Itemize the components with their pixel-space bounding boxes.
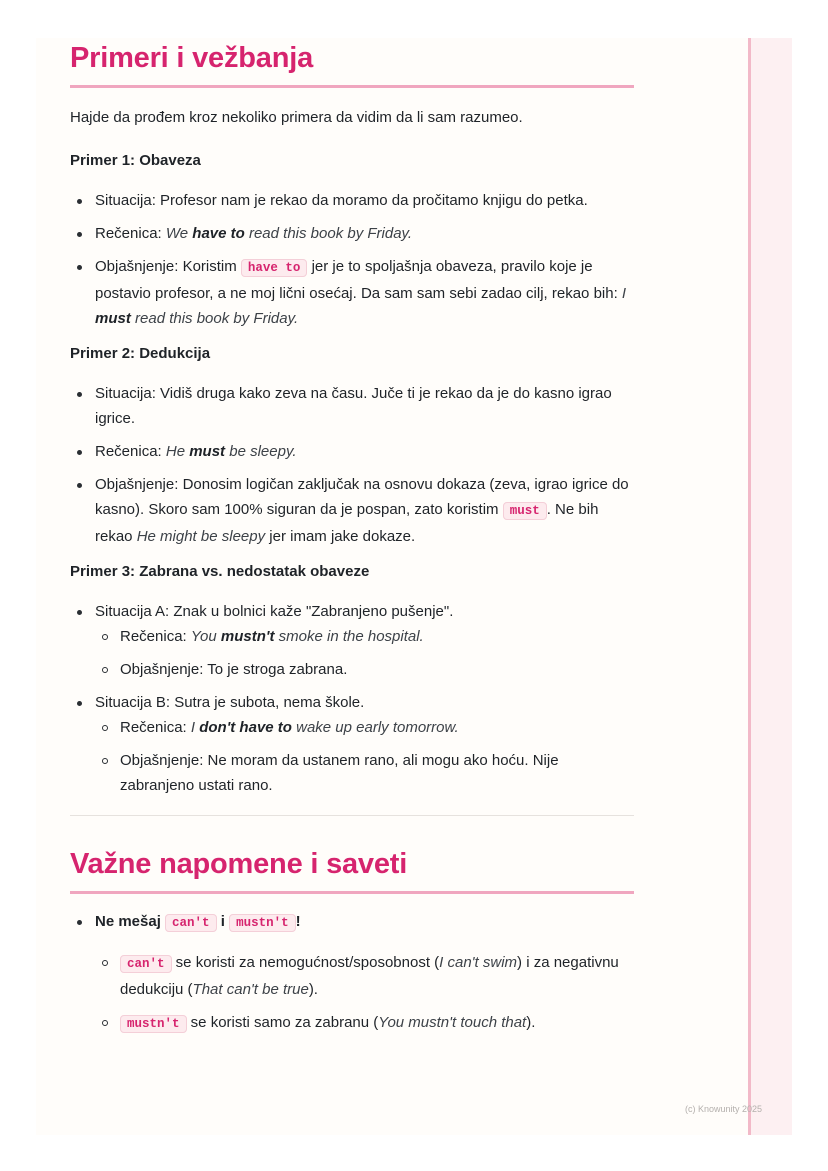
list-item: Objašnjenje: Donosim logičan zaključak na osnovu dokaza (zeva, igrao igrice do kasno). Skoro sam 100% siguran da je pospan, zato koristim must . Ne bih rekao He might be sleepy jer imam jake dokaze. (70, 472, 634, 549)
list-item: can't se koristi za nemogućnost/sposobnost (I can't swim) i za negativnu dedukciju (That can't be true). (95, 950, 634, 1002)
list-item: Rečenica: We have to read this book by Friday. (70, 221, 634, 246)
list-item: Rečenica: He must be sleepy. (70, 439, 634, 464)
list-item: mustn't se koristi samo za zabranu (You mustn't touch that). (95, 1010, 634, 1037)
tips-list (70, 909, 634, 1037)
list-item: Situacija: Vidiš druga kako zeva na času. Juče ti je rekao da je do kasno igrao igrice. (70, 381, 634, 431)
situation-a-sublist (95, 624, 634, 682)
list-item: Rečenica: I don't have to wake up early tomorrow. (95, 715, 634, 740)
code-chip: mustn't (229, 914, 296, 932)
code-chip: can't (120, 955, 172, 973)
code-chip: have to (241, 259, 308, 277)
list-item: Ne mešaj can't i mustn't ! can't se koristi za nemogućnost/sposobnost (I can't swim) i za negativnu dedukciju (That can't be true). mustn't se koristi samo za zabranu (You mustn't touch that). (70, 909, 634, 1037)
page-side-strip (748, 38, 792, 1135)
code-chip: can't (165, 914, 217, 932)
situation-b-sublist (95, 715, 634, 798)
section-title-examples: Primeri i vežbanja (70, 38, 634, 88)
list-item: Objašnjenje: Koristim have to jer je to spoljašnja obaveza, pravilo koje je postavio profesor, a ne moj lični osećaj. Da sam sam sebi zadao cilj, rekao bih: I must read this book by Friday. (70, 254, 634, 331)
code-chip: mustn't (120, 1015, 187, 1033)
copyright-footer: (c) Knowunity 2025 (685, 1104, 763, 1114)
list-item: Situacija B: Sutra je subota, nema škole. Rečenica: I don't have to wake up early tomorrow. Objašnjenje: Ne moram da ustanem rano, ali mogu ako hoću. Nije zabranjeno ustati rano. (70, 690, 634, 798)
example-3-list (70, 599, 634, 798)
code-chip: must (503, 502, 547, 520)
example-1-heading: Primer 1: Obaveza (70, 152, 201, 169)
section-title-tips: Važne napomene i saveti (70, 844, 634, 894)
tips-sublist (95, 950, 634, 1037)
list-item: Objašnjenje: To je stroga zabrana. (95, 657, 634, 682)
list-item: Rečenica: You mustn't smoke in the hospital. (95, 624, 634, 649)
list-item: Situacija A: Znak u bolnici kaže "Zabranjeno pušenje". Rečenica: You mustn't smoke in the hospital. Objašnjenje: To je stroga zabrana. (70, 599, 634, 682)
example-2-heading: Primer 2: Dedukcija (70, 345, 211, 362)
list-item: Objašnjenje: Ne moram da ustanem rano, ali mogu ako hoću. Nije zabranjeno ustati rano. (95, 748, 634, 798)
list-item: Situacija: Profesor nam je rekao da moramo da pročitamo knjigu do petka. (70, 188, 634, 213)
example-3-heading: Primer 3: Zabrana vs. nedostatak obaveze (70, 563, 370, 580)
example-1-list (70, 188, 634, 331)
example-2-list (70, 381, 634, 549)
section-divider (70, 815, 634, 816)
document-content (70, 38, 634, 1045)
intro-paragraph: Hajde da prođem kroz nekoliko primera da vidim da li sam razumeo. (70, 109, 523, 126)
